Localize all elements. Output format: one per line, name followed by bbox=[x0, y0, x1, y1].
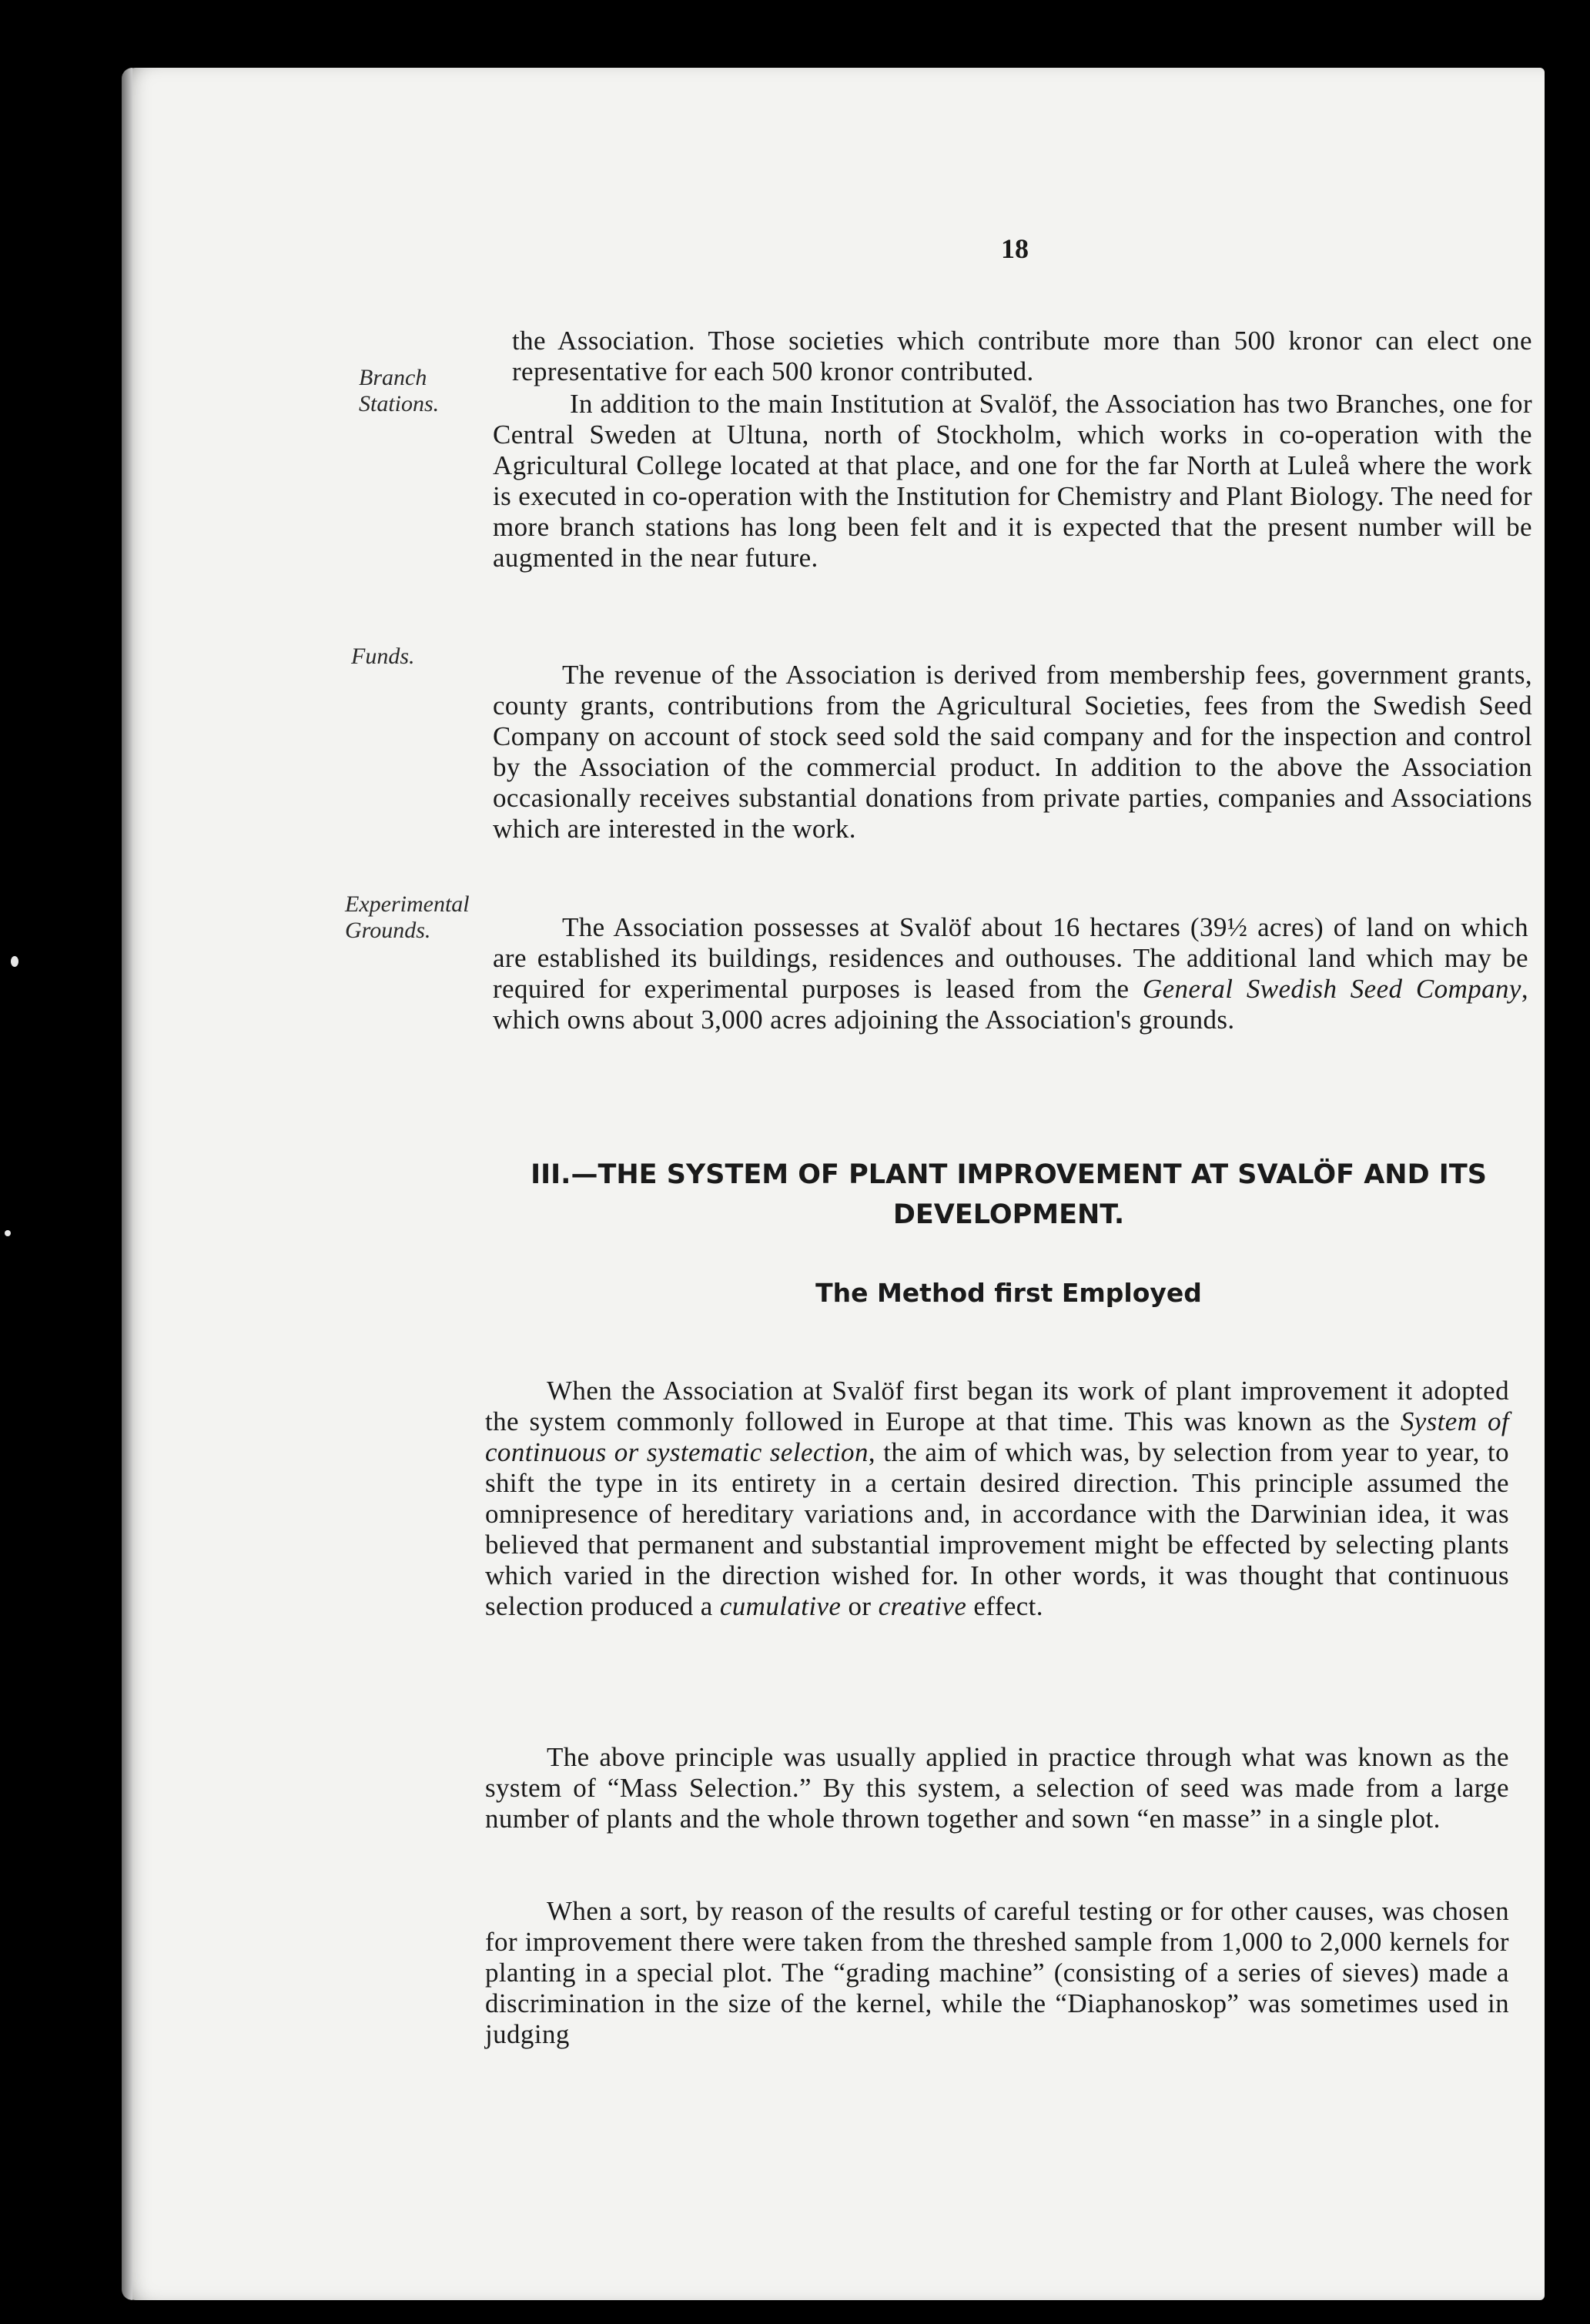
paragraph-experimental-grounds bbox=[493, 912, 1528, 1035]
sidenote-experimental-grounds bbox=[345, 891, 470, 944]
sidenote-line: Experimental bbox=[345, 891, 470, 917]
page-number: 18 bbox=[1001, 233, 1029, 264]
section-heading: The Method first Employed bbox=[815, 1278, 1202, 1308]
text-run: , which owns about 3,000 acres adjoining the Association's grounds. bbox=[493, 974, 1528, 1035]
chapter-heading-line: III.—THE SYSTEM OF PLANT IMPROVEMENT AT SVALÖF AND ITS bbox=[531, 1159, 1487, 1190]
chapter-heading-line: DEVELOPMENT. bbox=[892, 1199, 1125, 1230]
paragraph-mass-selection: The above principle was usually applied in practice through what was known as the system of “Mass Selection.” By this system, a selection of seed was made from a large number of plants and the whole thrown together and sown “en masse” in a single plot. bbox=[485, 1742, 1509, 1834]
sidenote-line: Branch bbox=[359, 365, 427, 390]
sidenote-line: Stations. bbox=[359, 391, 440, 416]
sidenote-line: Grounds. bbox=[345, 918, 431, 943]
text-run: or bbox=[841, 1591, 879, 1621]
sidenote-funds bbox=[351, 644, 415, 670]
text-run: When the Association at Svalöf first began its work of plant improvement it adopted the system commonly followed in Europe at that time. This was known as the bbox=[485, 1376, 1509, 1436]
paragraph-grading-machine: When a sort, by reason of the results of careful testing or for other causes, was chosen for improvement there were taken from the threshed sample from 1,000 to 2,000 kernels for planting in a special plot. The “grading machine” (consisting of a series of sieves) made a discrimination in the size of the kernel, while the “Diaphanoskop” was sometimes used in judging bbox=[485, 1896, 1509, 2049]
emphasis-cumulative: cumulative bbox=[719, 1591, 842, 1621]
sidenote-branch-stations bbox=[359, 365, 439, 417]
sidenote-line: Funds. bbox=[351, 644, 415, 669]
system-name: System of continuous or systematic selection bbox=[485, 1406, 1510, 1467]
paragraph-funds: The revenue of the Association is derived from membership fees, government grants, county grants, contributions from the Agricultural Societies, fees from the Swedish Seed Company on account of stock seed sold the said company and for the inspection and control by the Association of the commercial product. In addition to the above the Association occasionally receives substantial donations from private parties, companies and Associations which are interested in the work. bbox=[493, 660, 1532, 844]
chapter-heading bbox=[493, 1155, 1525, 1235]
paragraph-branch-stations: In addition to the main Institution at Svalöf, the Association has two Branches, one for Central Sweden at Ultuna, north of Stockholm, which works in co-operation with the Agricultural College located at that place, and one for the far North at Luleå where the work is executed in co-operation with the Institution for Chemistry and Plant Biology. The need for more branch stations has long been felt and it is expected that the present number will be augmented in the near future. bbox=[493, 389, 1532, 573]
text-run: effect. bbox=[966, 1591, 1043, 1621]
company-name: General Swedish Seed Company bbox=[1142, 974, 1521, 1004]
emphasis-creative: creative bbox=[878, 1591, 967, 1621]
text-run: The Association possesses at Svalöf about 16 hectares (39½ acres) of land on which are established its buildings, residences and outhouses. The additional land which may be required for experimental purposes is leased from the bbox=[493, 912, 1528, 1004]
paragraph-method-first-employed bbox=[485, 1376, 1509, 1622]
text-run: , the aim of which was, by selection from year to year, to shift the type in its entirety in a certain desired direction. This principle assumed the omnipresence of hereditary variations and, in accordance with the Darwinian idea, it was believed that permanent and substantial improvement might be effected by selecting plants which varied in the direction wished for. In other words, it was thought that continuous selection produced a bbox=[485, 1437, 1510, 1621]
paragraph-association-continued: the Association. Those societies which contribute more than 500 kronor can elect one representative for each 500 kronor contributed. bbox=[512, 326, 1532, 386]
